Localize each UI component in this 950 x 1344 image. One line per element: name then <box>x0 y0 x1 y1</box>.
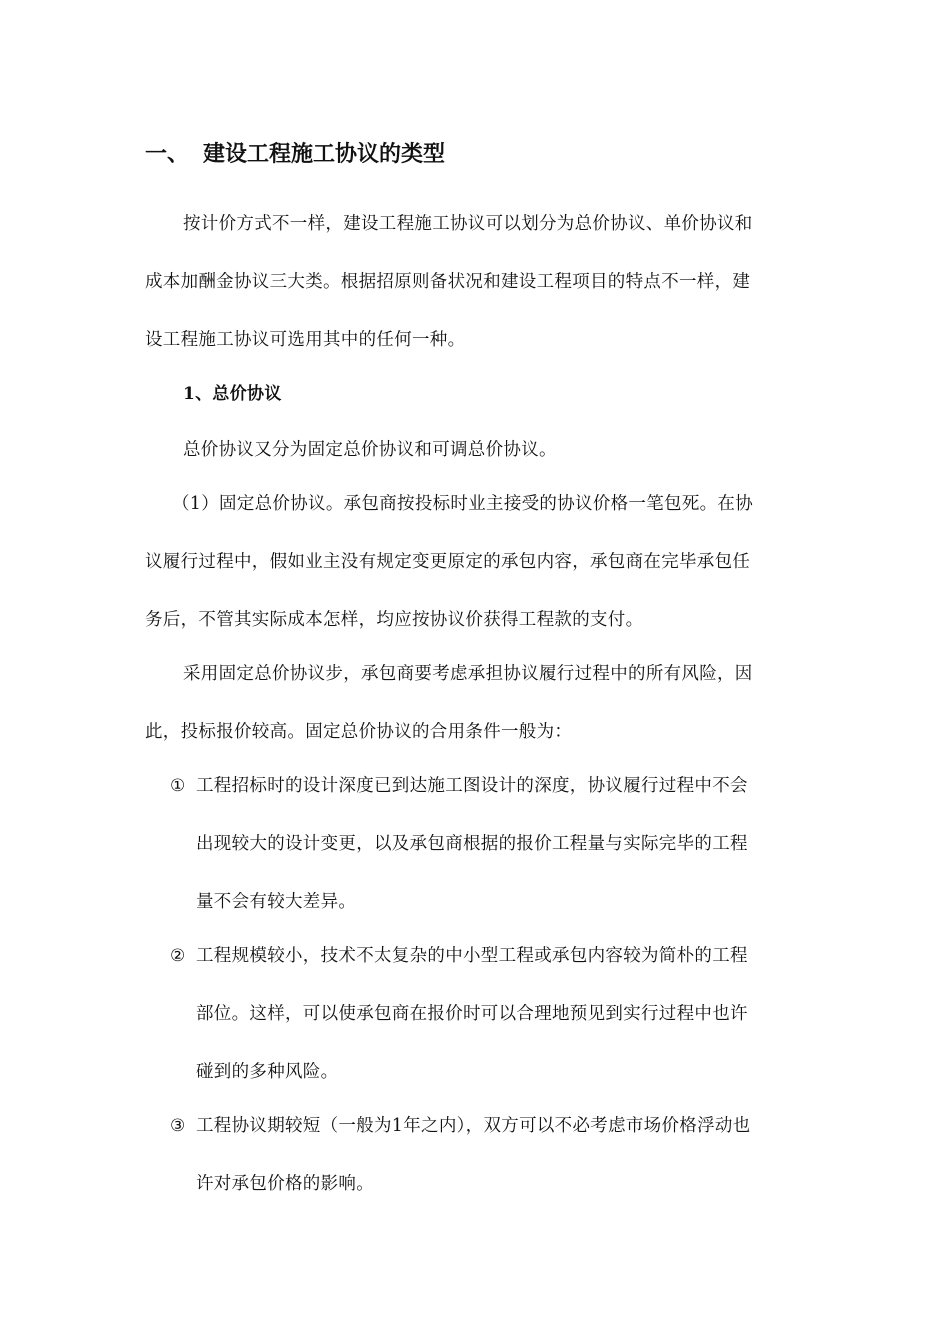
intro-line-1: 按计价方式不一样，建设工程施工协议可以划分为总价协议、单价协议和 <box>183 214 753 234</box>
condition-3-line-1: 工程协议期较短（一般为1年之内），双方可以不必考虑市场价格浮动也 <box>196 1116 751 1136</box>
heading-title: 建设工程施工协议的类型 <box>203 141 446 167</box>
subheading-total-price: 1、总价协议 <box>183 384 282 404</box>
condition-2-line-1: 工程规模较小，技术不太复杂的中小型工程或承包内容较为简朴的工程 <box>196 946 748 966</box>
condition-2-marker: ② <box>170 946 186 966</box>
condition-1-line-3: 量不会有较大差异。 <box>196 892 357 912</box>
condition-2-line-3: 碰到的多种风险。 <box>196 1062 339 1082</box>
section-heading <box>145 140 445 168</box>
intro-line-2: 成本加酬金协议三大类。根据招原则备状况和建设工程项目的特点不一样，建 <box>145 272 751 292</box>
condition-3-line-2: 许对承包价格的影响。 <box>196 1174 374 1194</box>
fixed-para-line-3: 务后，不管其实际成本怎样，均应按协议价获得工程款的支付。 <box>145 610 644 630</box>
risk-para-line-2: 此，投标报价较高。固定总价协议的合用条件一般为： <box>145 722 573 742</box>
fixed-para-line-2: 议履行过程中，假如业主没有规定变更原定的承包内容，承包商在完毕承包任 <box>145 552 751 572</box>
risk-para-line-1: 采用固定总价协议步，承包商要考虑承担协议履行过程中的所有风险，因 <box>183 664 753 684</box>
condition-2-line-2: 部位。这样，可以使承包商在报价时可以合理地预见到实行过程中也许 <box>196 1004 748 1024</box>
condition-1-line-1: 工程招标时的设计深度已到达施工图设计的深度，协议履行过程中不会 <box>196 776 748 796</box>
fixed-para-line-1: （1）固定总价协议。承包商按投标时业主接受的协议价格一笔包死。在协 <box>172 494 754 514</box>
heading-number: 一、 <box>145 141 190 167</box>
section1-lead: 总价协议又分为固定总价协议和可调总价协议。 <box>183 440 557 460</box>
condition-1-marker: ① <box>170 776 186 796</box>
condition-3-marker: ③ <box>170 1116 186 1136</box>
intro-line-3: 设工程施工协议可选用其中的任何一种。 <box>145 330 466 350</box>
condition-1-line-2: 出现较大的设计变更，以及承包商根据的报价工程量与实际完毕的工程 <box>196 834 748 854</box>
